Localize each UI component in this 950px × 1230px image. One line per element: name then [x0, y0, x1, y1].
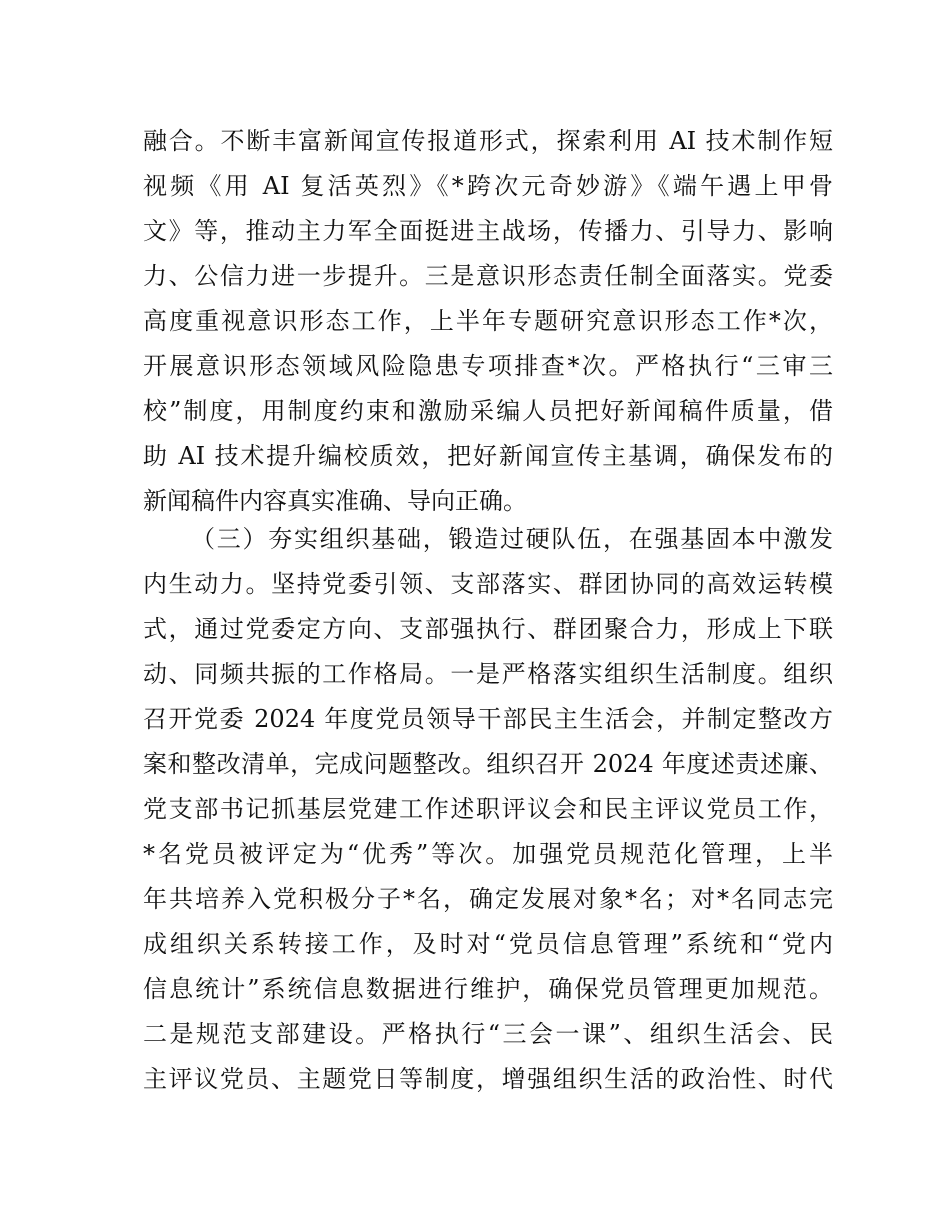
paragraph-1-line: 助 AI 技术提升编校质效，把好新闻宣传主基调，确保发布的: [143, 442, 833, 470]
paragraph-1-line: 校”制度，用制度约束和激励采编人员把好新闻稿件质量，借: [143, 397, 833, 425]
section-heading-line: （三）夯实组织基础，锻造过硬队伍，在强基固本中激发: [191, 525, 833, 553]
paragraph-2-line: 案和整改清单，完成问题整改。组织召开 2024 年度述责述廉、: [143, 750, 833, 778]
paragraph-2: [143, 517, 833, 1102]
paragraph-2-line: 召开党委 2024 年度党员领导干部民主生活会，并制定整改方: [143, 705, 833, 733]
paragraph-2-line: 党支部书记抓基层党建工作述职评议会和民主评议党员工作，: [143, 795, 833, 823]
paragraph-1-line: 力、公信力进一步提升。三是意识形态责任制全面落实。党委: [143, 262, 833, 290]
paragraph-2-line: 主评议党员、主题党日等制度，增强组织生活的政治性、时代: [143, 1065, 833, 1093]
paragraph-2-line: 动、同频共振的工作格局。一是严格落实组织生活制度。组织: [143, 660, 833, 688]
paragraph-1: [143, 119, 833, 524]
paragraph-1-line: 开展意识形态领域风险隐患专项排查*次。严格执行“三审三: [143, 352, 833, 380]
paragraph-1-line: 视频《用 AI 复活英烈》《*跨次元奇妙游》《端午遇上甲骨: [143, 172, 833, 200]
paragraph-1-line: 新闻稿件内容真实准确、导向正确。: [143, 487, 527, 515]
paragraph-2-line: 内生动力。坚持党委引领、支部落实、群团协同的高效运转模: [143, 570, 833, 598]
paragraph-2-line: 二是规范支部建设。严格执行“三会一课”、组织生活会、民: [143, 1020, 833, 1048]
paragraph-2-line: *名党员被评定为“优秀”等次。加强党员规范化管理，上半: [143, 840, 833, 868]
paragraph-1-line: 融合。不断丰富新闻宣传报道形式，探索利用 AI 技术制作短: [143, 127, 833, 155]
paragraph-1-line: 文》等，推动主力军全面挺进主战场，传播力、引导力、影响: [143, 217, 833, 245]
paragraph-1-line: 高度重视意识形态工作，上半年专题研究意识形态工作*次，: [143, 307, 833, 335]
paragraph-2-line: 信息统计”系统信息数据进行维护，确保党员管理更加规范。: [143, 975, 833, 1003]
paragraph-2-line: 式，通过党委定方向、支部强执行、群团聚合力，形成上下联: [143, 615, 833, 643]
paragraph-2-line: 年共培养入党积极分子*名，确定发展对象*名；对*名同志完: [143, 885, 833, 913]
paragraph-2-line: 成组织关系转接工作，及时对“党员信息管理”系统和“党内: [143, 930, 833, 958]
